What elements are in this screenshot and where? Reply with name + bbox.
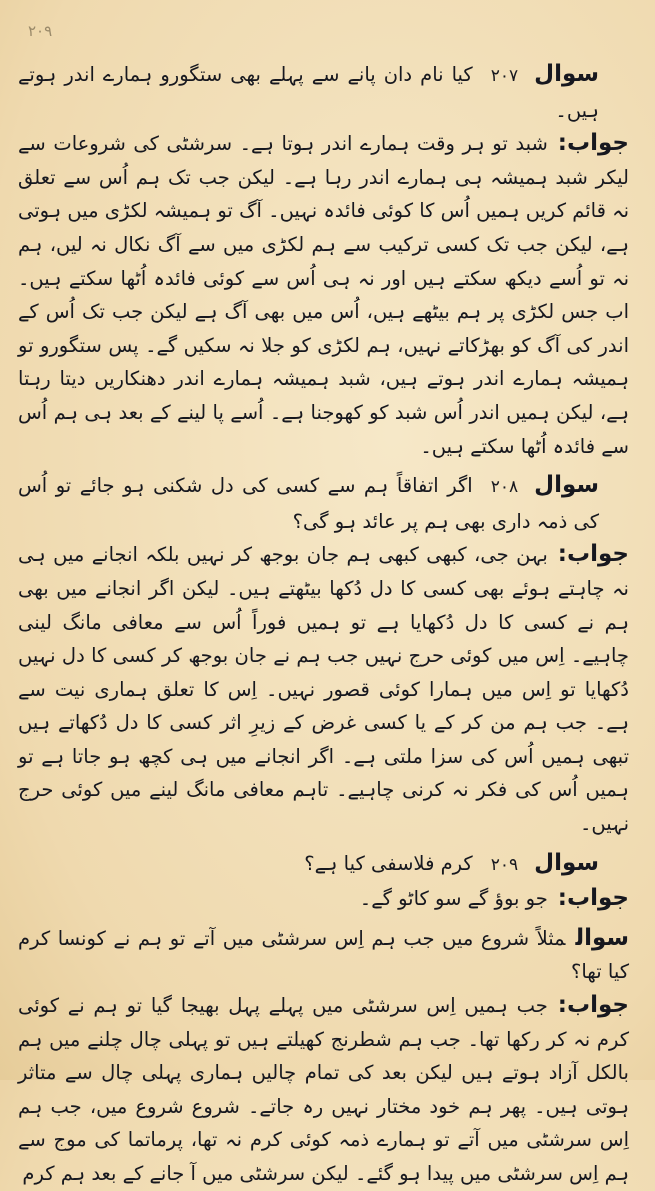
block-label: جواب: (557, 130, 629, 157)
block-label: جواب: (557, 992, 629, 1019)
question-number: ۲۰۹ (490, 854, 519, 875)
block-label: سوال (534, 472, 599, 499)
question-followup (18, 922, 629, 989)
question-207 (18, 58, 629, 127)
question-text: کیا نام دان پانے سے پہلے بھی ستگورو ہمارے اندر ہوتے ہیں۔ (18, 63, 599, 122)
answer-followup (18, 989, 629, 1191)
page-number: ۲۰۹ (28, 22, 53, 40)
block-label: سوال (534, 849, 599, 876)
question-text: مثلاً شروع میں جب ہم اِس سرشٹی میں آتے تو ہم نے کونسا کرم کیا تھا؟ (18, 926, 629, 984)
answer-text: جب ہمیں اِس سرشٹی میں پہلے پہل بھیجا گیا تو ہم نے کوئی کرم نہ کر رکھا تھا۔ جب ہم شطرنج کھیلتے ہیں تو پہلی چال چلنے میں ہم بالکل آزاد ہوتے ہیں لیکن بعد کی تمام چالیں ہماری پہلی چال سے متاثر ہوتی ہیں۔ پھر ہم خود مختار نہیں رہ جاتے۔ شروع شروع میں، جب ہم اِس سرشٹی میں آتے تو ہمارے ذمہ کوئی کرم نہ تھا، پرماتما کی موج سے ہم اِس سرشٹی میں پیدا ہو گئے۔ لیکن سرشٹی میں آ جانے کے بعد ہم کرم (18, 994, 629, 1185)
block-label: جواب: (557, 541, 629, 568)
document-body (18, 58, 629, 1185)
answer-209 (18, 882, 629, 916)
block-label: سوال (575, 924, 629, 951)
answer-text: بہن جی، کبھی کبھی ہم جان بوجھ کر نہیں بلکہ انجانے میں ہی نہ چاہتے ہوئے بھی کسی کا دل دُکھا بیٹھتے ہیں۔ لیکن اگر انجانے میں بھی ہم نے کسی کا دل دُکھایا ہے تو ہمیں فوراً اُس سے معافی مانگ لینی چاہیے۔ اِس میں کوئی حرج نہیں جب ہم نے جان بوجھ کر کسی کا دل نہیں دُکھایا تو اِس میں ہمارا کوئی قصور نہیں۔ اِس کا تعلق ہماری نیت سے ہے۔ جب ہم من کر کے یا کسی غرض کے زیرِ اثر کسی کا دل دُکھاتے ہیں تبھی ہمیں اُس کی سزا ملتی ہے۔ اگر انجانے میں ہی کچھ ہو جاتا ہے تو ہمیں اُس کی فکر نہ کرنی چاہیے۔ تاہم معافی مانگ لینے میں کوئی حرج نہیں۔ (18, 543, 629, 836)
question-text: کرم فلاسفی کیا ہے؟ (304, 851, 473, 875)
question-number: ۲۰۷ (490, 66, 519, 86)
question-208 (18, 469, 629, 538)
question-text: اگر اتفاقاً ہم سے کسی کی دل شکنی ہو جائے تو اُس کی ذمہ داری بھی ہم پر عائد ہو گی؟ (18, 474, 599, 533)
question-number: ۲۰۸ (490, 477, 519, 498)
block-label: جواب: (557, 885, 629, 912)
block-label: سوال (534, 61, 599, 87)
question-209 (18, 847, 629, 883)
answer-text: شبد تو ہر وقت ہمارے اندر ہوتا ہے۔ سرشٹی کی شروعات سے لیکر شبد ہمیشہ ہی ہمارے اندر رہا ہے۔ لیکن جب تک ہم اُس سے تعلق نہ قائم کریں ہمیں اُس کا کوئی فائدہ نہیں۔ آگ تو ہمیشہ لکڑی میں ہوتی ہے، لیکن جب تک کسی ترکیب سے ہم لکڑی میں سے آگ نکال نہ لیں، ہم نہ تو اُسے دیکھ سکتے ہیں اور نہ ہی اُس سے کوئی فائدہ اُٹھا سکتے ہیں۔ اب جس لکڑی پر ہم بیٹھے ہیں، اُس میں بھی آگ ہے لیکن جب تک اُس کے اندر کی آگ کو بھڑکاتے نہیں، ہم لکڑی کو جلا نہ سکیں گے۔ پس ستگورو تو ہمیشہ ہمارے اندر ہوتے ہیں، شبد ہمیشہ ہمارے اندر دھنکاریں دیتا رہتا ہے، لیکن ہمیں اندر اُس شبد کو کھوجنا ہے۔ اُسے پا لینے کے بعد ہی ہم اُس سے فائدہ اُٹھا سکتے ہیں۔ (18, 132, 629, 458)
answer-text: جو بوؤ گے سو کاٹو گے۔ (359, 887, 548, 911)
answer-207 (18, 127, 629, 463)
answer-208 (18, 538, 629, 840)
